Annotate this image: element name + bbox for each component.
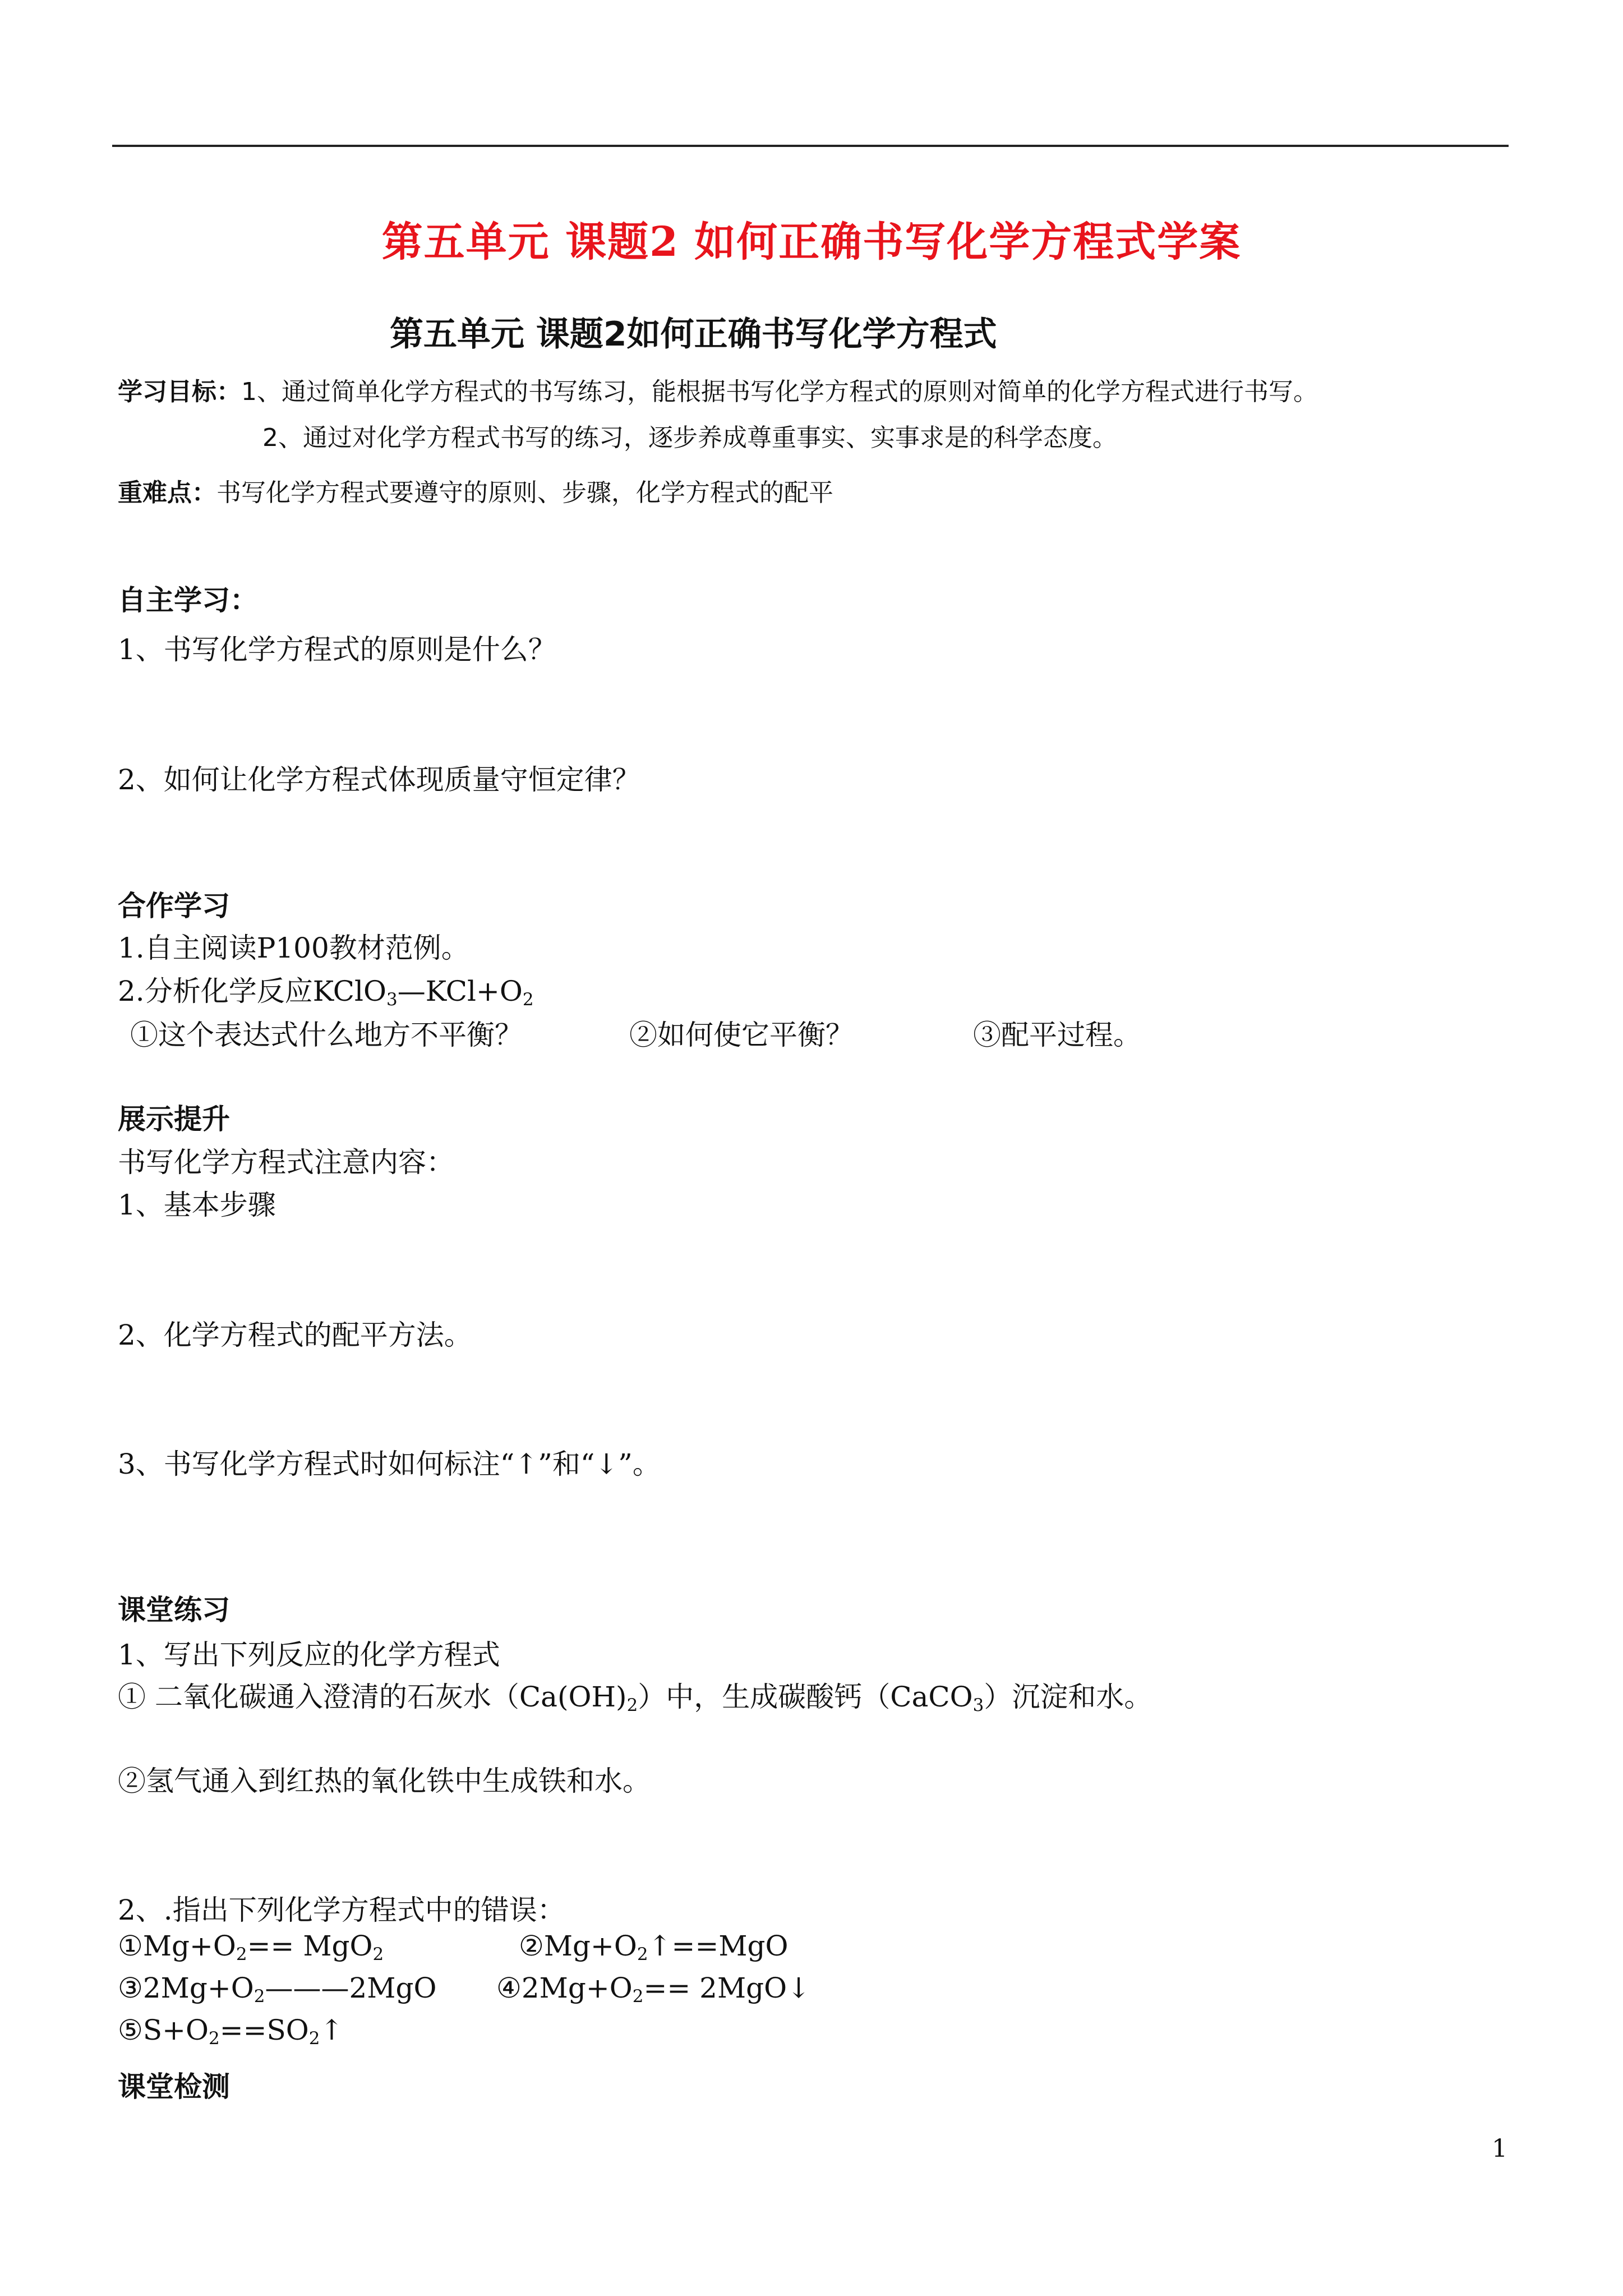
practice-heading: 课堂练习 [118, 1593, 230, 1626]
key-points-text: 书写化学方程式要遵守的原则、步骤，化学方程式的配平 [216, 478, 833, 507]
eq-sub: 2 [253, 1986, 265, 2007]
reaction-expression [312, 975, 534, 1010]
eq-sub: 3 [386, 989, 398, 1010]
coop-item-2-label: 2.分析化学反应 [118, 975, 313, 1007]
goals-label: 学习目标： [118, 378, 241, 406]
q1a-sub: 3 [972, 1695, 984, 1715]
practice-q1: 1、写出下列反应的化学方程式 [118, 1639, 500, 1671]
q1a-text: ）中，生成碳酸钙（CaCO [638, 1681, 973, 1713]
eq-part: == 2MgO↓ [643, 1972, 811, 2004]
page-number: 1 [1492, 2134, 1507, 2163]
eq-part: ↑ [320, 2014, 344, 2046]
coop-heading: 合作学习 [118, 889, 230, 922]
equation-4 [496, 1972, 811, 2007]
show-item-3: 3、书写化学方程式时如何标注“↑”和“↓”。 [118, 1448, 661, 1480]
goal-item-2: 2、通过对化学方程式书写的练习，逐步养成尊重事实、实事求是的科学态度。 [262, 424, 1117, 452]
show-item-2: 2、化学方程式的配平方法。 [118, 1319, 472, 1351]
eq-part: KClO [312, 975, 386, 1007]
goal-item-1: 1、通过简单化学方程式的书写练习，能根据书写化学方程式的原则对简单的化学方程式进行书写。 [241, 378, 1318, 406]
inner-title: 第五单元 课题2如何正确书写化学方程式 [390, 315, 997, 354]
page-title: 第五单元 课题2 如何正确书写化学方程式学案 [381, 218, 1242, 266]
coop-item-1: 1.自主阅读P100教材范例。 [118, 932, 469, 964]
self-study-heading: 自主学习： [118, 583, 258, 616]
practice-q2: 2、.指出下列化学方程式中的错误： [118, 1894, 565, 1926]
practice-q1-a [118, 1674, 1152, 1715]
self-study-q2: 2、如何让化学方程式体现质量守恒定律？ [118, 763, 640, 796]
equation-2 [519, 1930, 789, 1962]
self-study-q1: 1、书写化学方程式的原则是什么？ [118, 633, 556, 666]
eq-sub: 2 [308, 2028, 320, 2049]
coop-sub-2: ②如何使它平衡？ [629, 1019, 854, 1051]
equation-3 [118, 1972, 437, 2007]
eq-part: == MgO [247, 1930, 373, 1962]
eq-sub: 2 [637, 1944, 648, 1964]
q1a-sub: 2 [626, 1695, 638, 1715]
header-rule [112, 145, 1509, 147]
eq-sub: 2 [522, 989, 534, 1010]
eq-part: ———2MgO [265, 1972, 437, 2004]
eq-part: ①Mg+O [118, 1930, 236, 1962]
eq-part: —KCl+O [397, 975, 523, 1007]
test-heading: 课堂检测 [118, 2070, 230, 2103]
key-points [118, 472, 833, 508]
eq-part: ④2Mg+O [496, 1972, 633, 2004]
eq-part: ⑤S+O [118, 2014, 209, 2046]
equation-1 [118, 1930, 384, 1962]
show-item-1: 1、基本步骤 [118, 1189, 276, 1221]
key-points-label: 重难点： [118, 478, 216, 507]
eq-sub: 2 [372, 1944, 384, 1964]
eq-sub: 2 [208, 2028, 220, 2049]
q1a-text: ）沉淀和水。 [984, 1681, 1152, 1713]
coop-sub-3: ③配平过程。 [973, 1019, 1141, 1051]
eq-sub: 2 [632, 1986, 644, 2007]
coop-item-2 [118, 969, 534, 1009]
eq-part: ②Mg+O [519, 1930, 637, 1962]
show-heading: 展示提升 [118, 1102, 230, 1135]
eq-part: ==SO [219, 2014, 309, 2046]
show-intro: 书写化学方程式注意内容： [118, 1146, 454, 1179]
eq-part: ↑==MgO [648, 1930, 789, 1962]
eq-part: ③2Mg+O [118, 1972, 254, 2004]
practice-q1-b: ②氢气通入到红热的氧化铁中生成铁和水。 [118, 1765, 651, 1797]
equation-5 [118, 2014, 344, 2049]
coop-sub-1: ①这个表达式什么地方不平衡？ [130, 1019, 523, 1051]
q1a-text: ① 二氧化碳通入澄清的石灰水（Ca(OH) [118, 1681, 627, 1713]
goals [118, 371, 1318, 407]
eq-sub: 2 [236, 1944, 247, 1964]
